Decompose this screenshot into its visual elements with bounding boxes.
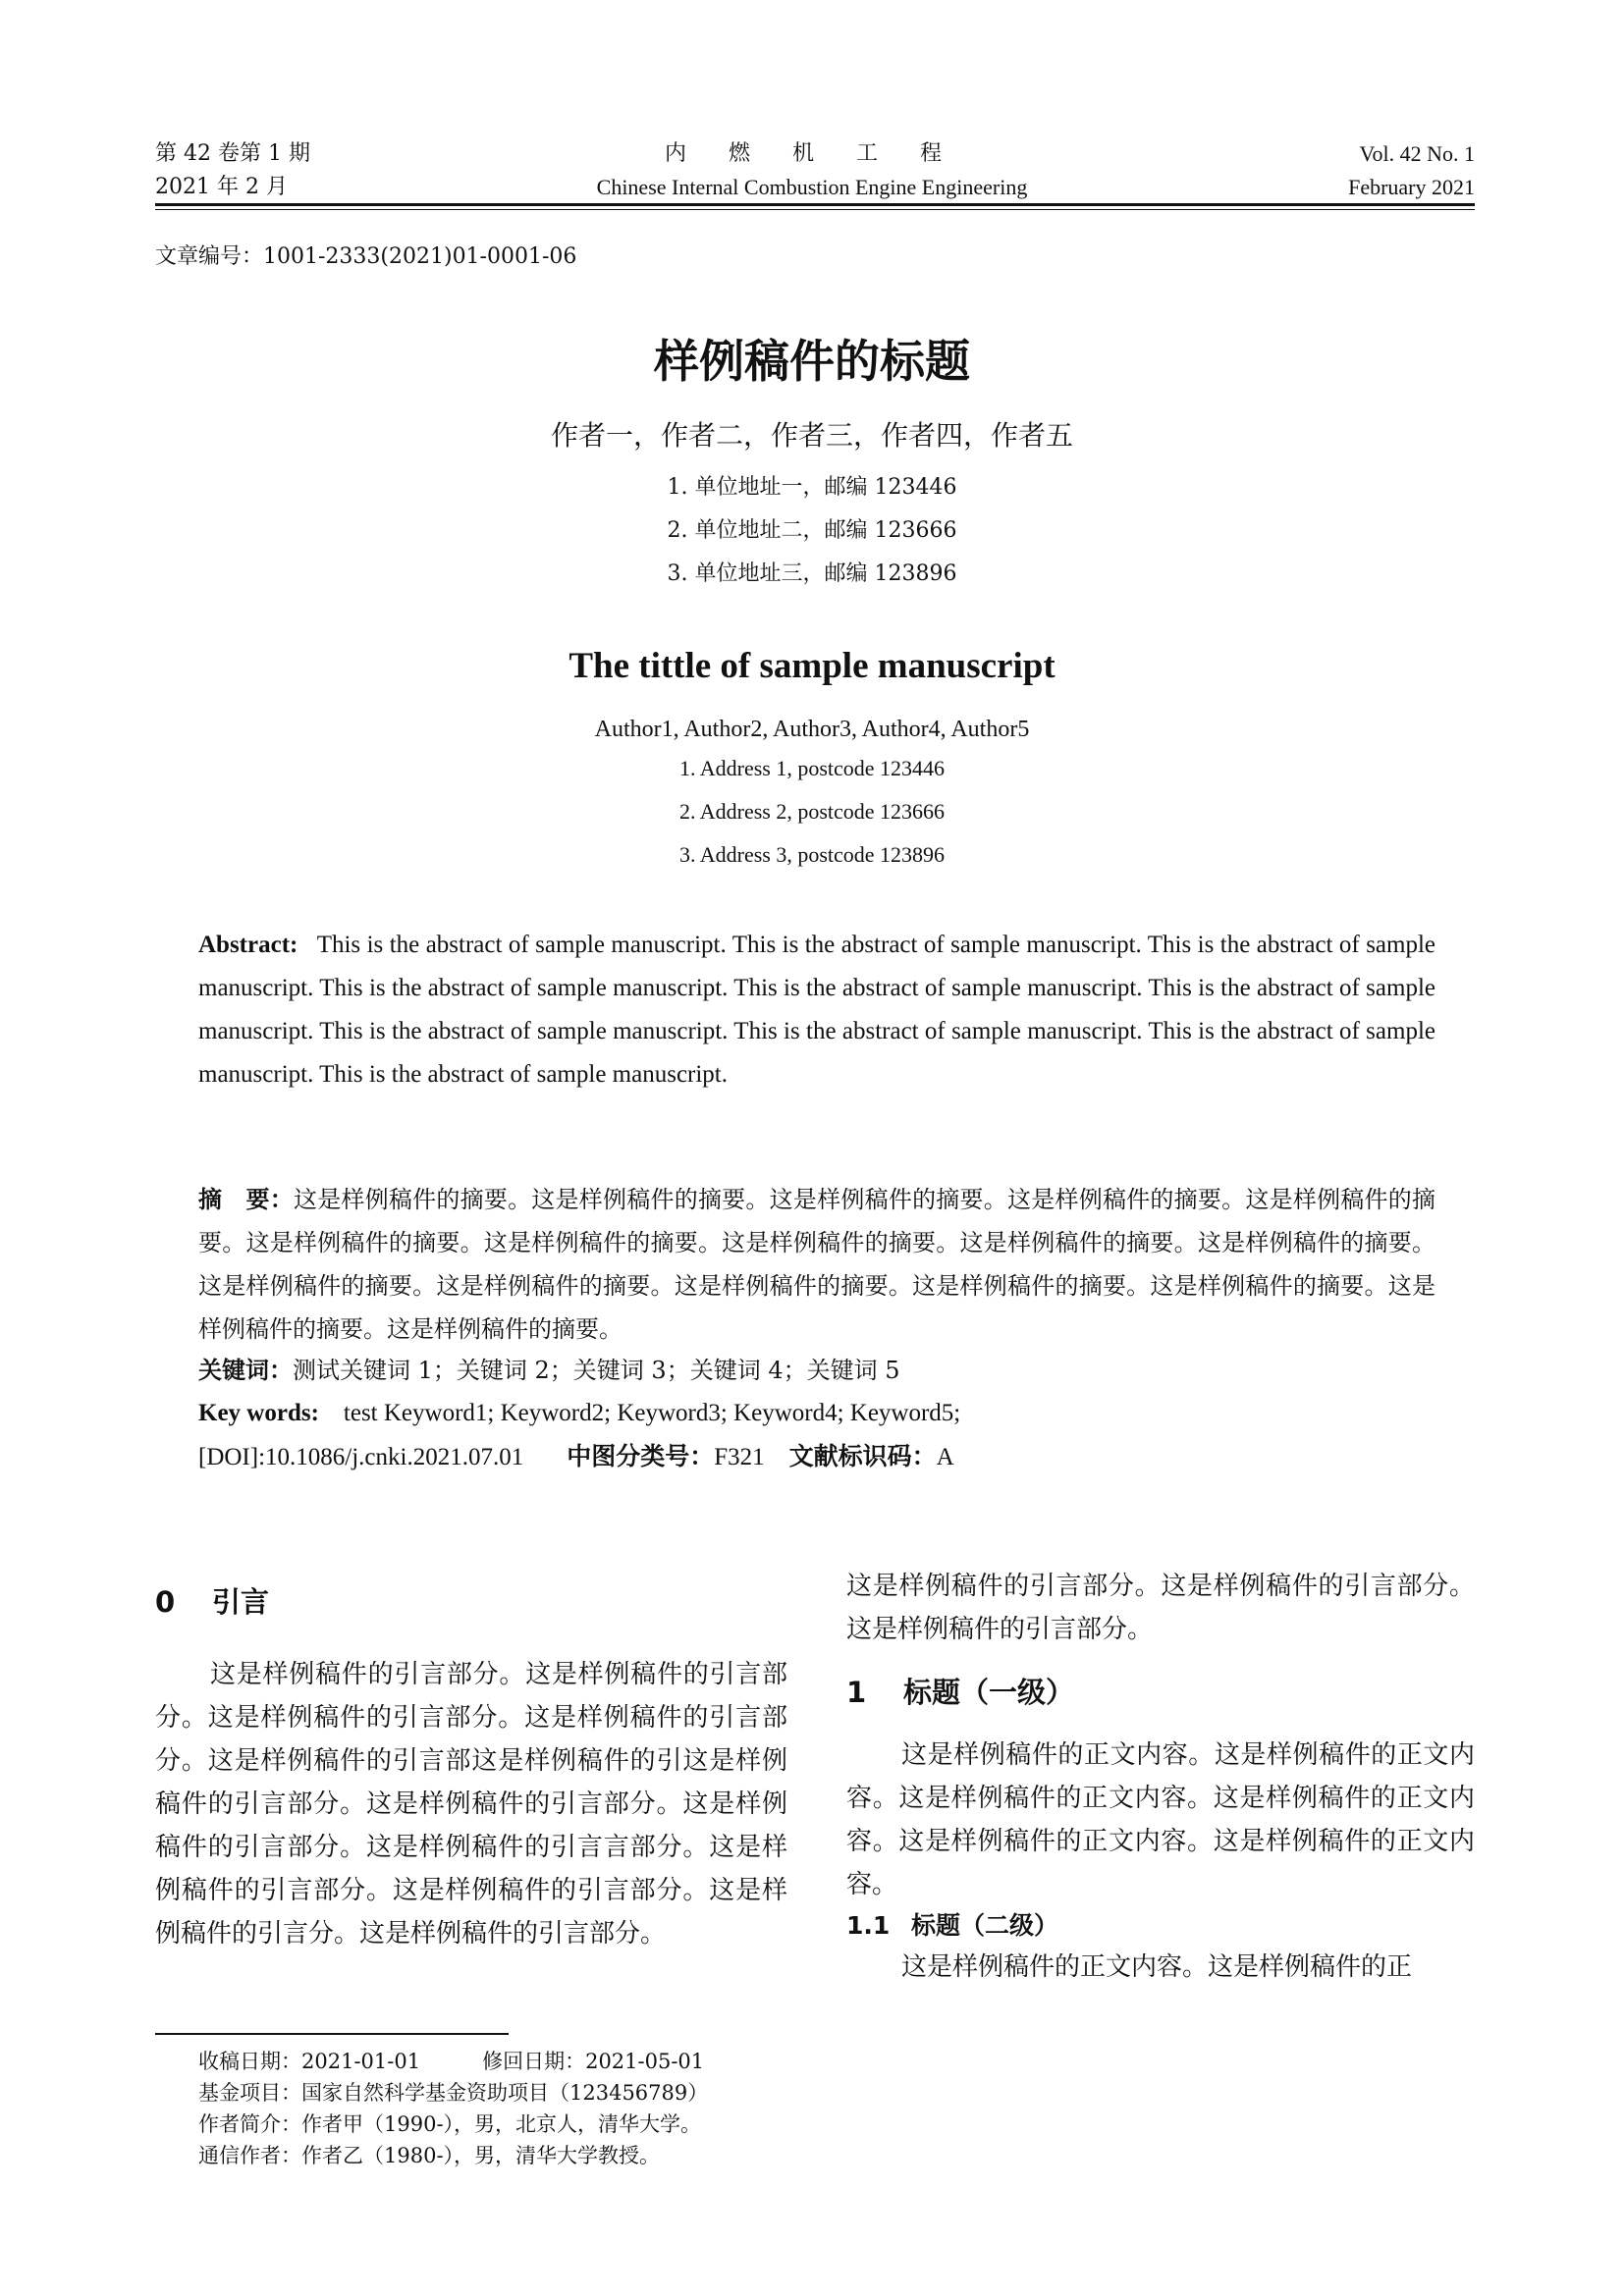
doc-code-label: 文献标识码：	[788, 1442, 937, 1470]
intro-heading-number: 0	[155, 1585, 176, 1619]
doi-line	[198, 1435, 954, 1479]
clc-value: F321	[714, 1444, 765, 1470]
footnotes	[198, 2046, 708, 2171]
clc-label: 中图分类号：	[567, 1442, 715, 1470]
footnote-corresponding-author: 通信作者：作者乙（1980-），男，清华大学教授。	[198, 2144, 661, 2167]
section-1-1-paragraph: 这是样例稿件的正文内容。这是样例稿件的正	[901, 1952, 1413, 1982]
keywords-en-label: Key words:	[198, 1400, 319, 1426]
abstract	[198, 924, 1435, 1096]
en-title: The tittle of sample manuscript	[568, 646, 1056, 686]
cn-affiliation-3: 3. 单位地址三，邮编 123896	[667, 561, 957, 586]
section-1-1-heading	[846, 1906, 1475, 1946]
footnote-dates: 收稿日期：2021-01-01 修回日期：2021-05-01	[198, 2050, 705, 2073]
article-number: 文章编号：1001-2333(2021)01-0001-06	[155, 244, 577, 269]
section-1-paragraph: 这是样例稿件的正文内容。这是样例稿件的正文内容。这是样例稿件的正文内容。这是样例稿件的正文内容。这是样例稿件的正文内容。这是样例稿件的正文内容。	[846, 1740, 1475, 1899]
keywords-cn-text: 测试关键词 1；关键词 2；关键词 3；关键词 4；关键词 5	[293, 1357, 900, 1384]
en-affiliation-2: 2. Address 2, postcode 123666	[678, 799, 946, 824]
en-affiliation-3: 3. Address 3, postcode 123896	[678, 842, 946, 867]
abstract-label: Abstract:	[198, 932, 298, 958]
journal-title-en: Chinese Internal Combustion Engine Engineering	[596, 175, 1028, 199]
en-affiliation-1: 1. Address 1, postcode 123446	[678, 756, 946, 780]
doi: [DOI]:10.1086/j.cnki.2021.07.01	[198, 1444, 524, 1470]
header-rule-thick	[155, 203, 1475, 206]
footnote-author-bio: 作者简介：作者甲（1990-），男，北京人，清华大学。	[198, 2112, 702, 2136]
keywords-cn-label: 关键词：	[198, 1357, 293, 1384]
abstract-text: This is the abstract of sample manuscript. This is the abstract of sample manuscript. This is the abstract of sample manuscript. This is the abstract of sample manuscript. This is the abstract of sample manuscript. This is the abstract of sample manuscript. This is the abstract of sample manuscript. This is the abstract of sample manuscript. This is the abstract of sample manuscript. This is the abstract of sample manuscript.	[198, 932, 1436, 1088]
footnote-rule	[155, 2033, 509, 2035]
journal-title-cn: 内 燃 机 工 程	[665, 141, 959, 166]
zh-abstract	[198, 1178, 1435, 1351]
en-authors: Author1, Author2, Author3, Author4, Author5	[594, 717, 1030, 742]
section-1-number: 1	[846, 1676, 867, 1709]
intro-section	[155, 1580, 787, 1955]
intro-paragraph-continued: 这是样例稿件的引言部分。这是样例稿件的引言部分。这是样例稿件的引言部分。	[846, 1572, 1475, 1644]
volume-date: February 2021	[1348, 175, 1475, 199]
cn-affiliation-1: 1. 单位地址一，邮编 123446	[667, 475, 957, 500]
intro-heading	[155, 1580, 787, 1624]
section-1-1-number: 1.1	[846, 1911, 891, 1940]
intro-heading-title: 引言	[212, 1585, 270, 1619]
cn-title: 样例稿件的标题	[654, 335, 970, 388]
section-1-1-title: 标题（二级）	[911, 1911, 1059, 1940]
issue-date: 2021 年 2 月	[155, 175, 288, 199]
intro-paragraph: 这是样例稿件的引言部分。这是样例稿件的引言部分。这是样例稿件的引言部分。这是样例稿件的引言部分。这是样例稿件的引言部这是样例稿件的引这是样例稿件的引言部分。这是样例稿件的引言部分。这是样例稿件的引言部分。这是样例稿件的引言言部分。这是样例稿件的引言部分。这是样例稿件的引言部分。这是样例稿件的引言分。这是样例稿件的引言部分。	[155, 1660, 787, 1949]
cn-authors: 作者一，作者二，作者三，作者四，作者五	[550, 419, 1073, 452]
journal-volume	[1348, 137, 1475, 204]
volume-number: Vol. 42 No. 1	[1359, 141, 1475, 166]
section-1-heading	[846, 1671, 1475, 1714]
keywords-en	[198, 1392, 960, 1435]
keywords-cn	[198, 1349, 900, 1392]
zh-abstract-text: 这是样例稿件的摘要。这是样例稿件的摘要。这是样例稿件的摘要。这是样例稿件的摘要。这是样例稿件的摘要。这是样例稿件的摘要。这是样例稿件的摘要。这是样例稿件的摘要。这是样例稿件的摘要。这是样例稿件的摘要。这是样例稿件的摘要。这是样例稿件的摘要。这是样例稿件的摘要。这是样例稿件的摘要。这是样例稿件的摘要。这是样例稿件的摘要。这是样例稿件的摘要。	[198, 1186, 1436, 1343]
keywords-en-text: test Keyword1; Keyword2; Keyword3; Keyword4; Keyword5;	[343, 1400, 961, 1426]
issue-volume: 第 42 卷第 1 期	[155, 141, 310, 166]
header-rule-thin	[155, 209, 1475, 210]
section-1-title: 标题（一级）	[903, 1676, 1075, 1709]
right-column	[846, 1565, 1475, 1989]
doc-code-value: A	[936, 1444, 954, 1470]
footnote-funding: 基金项目：国家自然科学基金资助项目（123456789）	[198, 2081, 709, 2105]
zh-abstract-label: 摘 要：	[198, 1186, 294, 1213]
cn-affiliation-2: 2. 单位地址二，邮编 123666	[667, 518, 957, 543]
